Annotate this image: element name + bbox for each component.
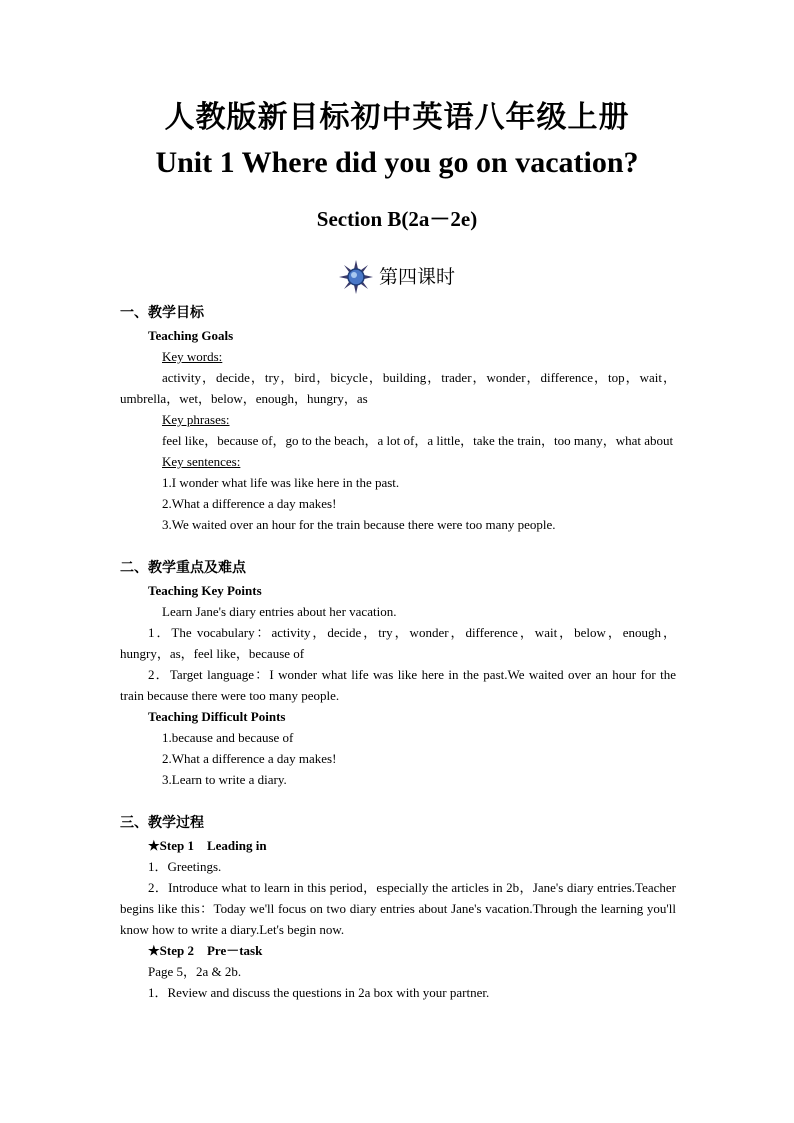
key-sentence: 3.We waited over an hour for the train because there were too many people. [162,517,556,532]
step2-heading: ★Step 2 Pre－task [148,943,263,958]
sun-icon [339,260,373,294]
step2-page-ref: Page 5，2a & 2b. [148,964,242,979]
difficult-point-item: 3.Learn to write a diary. [162,772,287,787]
document-body [120,301,676,1003]
lesson-label [0,260,794,294]
step2-item: 1．Review and discuss the questions in 2a box with your partner. [148,985,490,1000]
lesson-text: 第四课时 [378,266,455,288]
key-words-text: activity，decide，try，bird，bicycle，building，trader，wonder，difference，top，wait，umbrella，wet，below，enough，hungry，as [120,370,676,406]
key-point-item: 1．The vocabulary：activity，decide，try，wonder，difference，wait，below，enough，hungry，as，feel like，because of [120,625,676,661]
document-title-en: Unit 1 Where did you go on vacation? [155,146,639,179]
section-heading: Section B(2a－2e) [316,207,478,231]
key-point-item: 2．Target language：I wonder what life was like here in the past.We waited over an hour for the train because there were too many people. [120,667,676,703]
key-sentence: 2.What a difference a day makes! [162,496,337,511]
step1-item: 2．Introduce what to learn in this period，especially the articles in 2b，Jane's diary entries.Teacher begins like this：Today we'll focus on two diary entries about Jane's vacation.Through the learning you'll know how to write a diary.Let's begin now. [120,880,676,937]
key-phrases-label: Key phrases: [162,412,230,427]
points-heading: 二、教学重点及难点 [120,560,246,576]
step1-item: 1．Greetings. [148,859,222,874]
difficult-points-subheading: Teaching Difficult Points [148,709,286,724]
difficult-point-item: 2.What a difference a day makes! [162,751,337,766]
process-heading: 三、教学过程 [120,815,204,831]
difficult-point-item: 1.because and because of [162,730,294,745]
step1-heading: ★Step 1 Leading in [148,838,267,853]
key-phrases-text: feel like，because of，go to the beach，a lot of，a little，take the train，too many，what about [162,433,674,448]
document-title-cn: 人教版新目标初中英语八年级上册 [164,101,630,134]
key-sentence: 1.I wonder what life was like here in the past. [162,475,400,490]
key-sentences-label: Key sentences: [162,454,241,469]
key-words-label: Key words: [162,349,223,364]
key-points-subheading: Teaching Key Points [148,583,262,598]
goals-heading: 一、教学目标 [120,305,204,321]
key-points-intro: Learn Jane's diary entries about her vacation. [162,604,397,619]
teaching-goals-subheading: Teaching Goals [148,328,234,343]
